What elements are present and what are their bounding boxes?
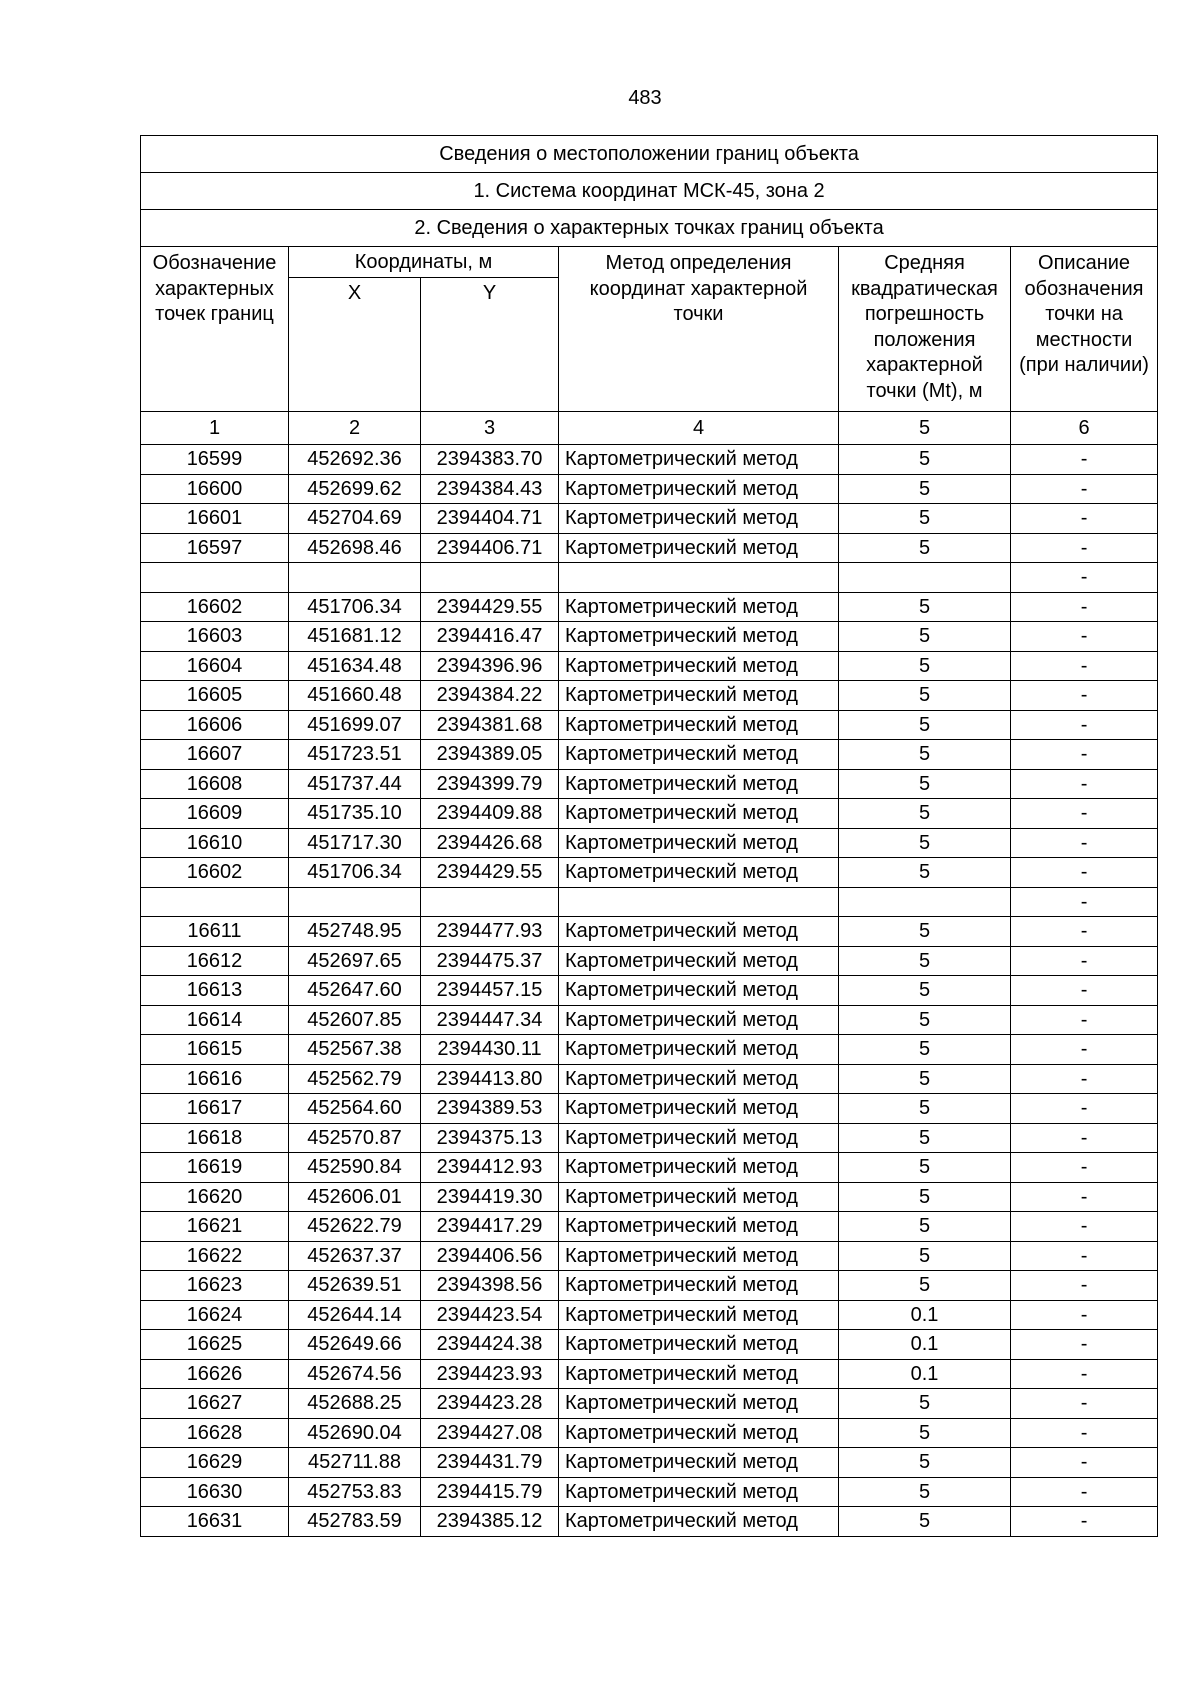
- header-method: Метод определения координат характерной точки: [559, 247, 839, 412]
- cell-y: 2394384.22: [421, 681, 559, 711]
- cell-method: Картометрический метод: [559, 769, 839, 799]
- header-x: X: [289, 278, 421, 412]
- cell-error: 5: [839, 740, 1011, 770]
- cell-x: 451706.34: [289, 592, 421, 622]
- cell-x: 452711.88: [289, 1448, 421, 1478]
- cell-description: -: [1011, 1094, 1158, 1124]
- cell-error: 5: [839, 1005, 1011, 1035]
- column-numbers-row: [141, 412, 1158, 445]
- cell-error: 5: [839, 976, 1011, 1006]
- cell-y: [421, 887, 559, 917]
- cell-description: -: [1011, 1448, 1158, 1478]
- cell-y: 2394412.93: [421, 1153, 559, 1183]
- cell-description: -: [1011, 474, 1158, 504]
- table-row: [141, 858, 1158, 888]
- cell-error: 5: [839, 917, 1011, 947]
- table-row: [141, 1359, 1158, 1389]
- cell-method: Картометрический метод: [559, 858, 839, 888]
- cell-x: 452690.04: [289, 1418, 421, 1448]
- table-row: [141, 710, 1158, 740]
- header-row: [141, 247, 1158, 278]
- cell-description: -: [1011, 445, 1158, 475]
- cell-method: Картометрический метод: [559, 1418, 839, 1448]
- table-row: [141, 681, 1158, 711]
- cell-x: 452562.79: [289, 1064, 421, 1094]
- cell-x: 451717.30: [289, 828, 421, 858]
- header-error: Средняя квадратическая погрешность положения характерной точки (Mt), м: [839, 247, 1011, 412]
- cell-method: Картометрический метод: [559, 1241, 839, 1271]
- cell-description: -: [1011, 1389, 1158, 1419]
- cell-method: Картометрический метод: [559, 740, 839, 770]
- cell-y: [421, 563, 559, 593]
- cell-description: -: [1011, 1153, 1158, 1183]
- cell-point-id: 16614: [141, 1005, 289, 1035]
- cell-method: Картометрический метод: [559, 1389, 839, 1419]
- table-row: [141, 1153, 1158, 1183]
- cell-x: 451699.07: [289, 710, 421, 740]
- cell-description: -: [1011, 1507, 1158, 1537]
- cell-error: 5: [839, 1182, 1011, 1212]
- cell-point-id: 16601: [141, 504, 289, 534]
- cell-point-id: [141, 887, 289, 917]
- cell-description: -: [1011, 769, 1158, 799]
- column-number: 2: [289, 412, 421, 445]
- cell-x: 452590.84: [289, 1153, 421, 1183]
- cell-error: 5: [839, 445, 1011, 475]
- table-row: [141, 1064, 1158, 1094]
- cell-method: Картометрический метод: [559, 445, 839, 475]
- cell-point-id: 16621: [141, 1212, 289, 1242]
- header-designation: Обозначение характерных точек границ: [141, 247, 289, 412]
- cell-error: 5: [839, 474, 1011, 504]
- cell-description: -: [1011, 651, 1158, 681]
- table-row: [141, 445, 1158, 475]
- cell-y: 2394406.56: [421, 1241, 559, 1271]
- cell-y: 2394423.54: [421, 1300, 559, 1330]
- cell-method: Картометрический метод: [559, 533, 839, 563]
- cell-y: 2394381.68: [421, 710, 559, 740]
- page-number: 483: [628, 87, 662, 109]
- column-number: 1: [141, 412, 289, 445]
- section-title: 2. Сведения о характерных точках границ объекта: [141, 210, 1158, 247]
- table-row: [141, 1182, 1158, 1212]
- column-number: 4: [559, 412, 839, 445]
- cell-method: Картометрический метод: [559, 799, 839, 829]
- cell-method: Картометрический метод: [559, 1271, 839, 1301]
- cell-method: Картометрический метод: [559, 1005, 839, 1035]
- cell-description: -: [1011, 858, 1158, 888]
- cell-error: 5: [839, 799, 1011, 829]
- cell-method: Картометрический метод: [559, 1448, 839, 1478]
- cell-method: Картометрический метод: [559, 474, 839, 504]
- cell-point-id: 16622: [141, 1241, 289, 1271]
- cell-method: Картометрический метод: [559, 828, 839, 858]
- cell-point-id: 16630: [141, 1477, 289, 1507]
- cell-point-id: 16620: [141, 1182, 289, 1212]
- cell-y: 2394417.29: [421, 1212, 559, 1242]
- cell-error: 5: [839, 1448, 1011, 1478]
- coordinate-system-row: [141, 173, 1158, 210]
- cell-x: 452783.59: [289, 1507, 421, 1537]
- cell-error: 5: [839, 769, 1011, 799]
- cell-point-id: 16627: [141, 1389, 289, 1419]
- cell-error: 5: [839, 1389, 1011, 1419]
- cell-x: 451737.44: [289, 769, 421, 799]
- cell-error: 5: [839, 651, 1011, 681]
- cell-point-id: [141, 563, 289, 593]
- cell-description: -: [1011, 740, 1158, 770]
- cell-method: Картометрический метод: [559, 1359, 839, 1389]
- cell-method: Картометрический метод: [559, 1212, 839, 1242]
- header-coordinates: Координаты, м: [289, 247, 559, 278]
- cell-point-id: 16626: [141, 1359, 289, 1389]
- cell-error: 5: [839, 828, 1011, 858]
- cell-y: 2394477.93: [421, 917, 559, 947]
- cell-method: [559, 887, 839, 917]
- cell-y: 2394389.53: [421, 1094, 559, 1124]
- cell-point-id: 16616: [141, 1064, 289, 1094]
- table-row: [141, 1005, 1158, 1035]
- cell-y: 2394404.71: [421, 504, 559, 534]
- cell-description: -: [1011, 976, 1158, 1006]
- cell-description: -: [1011, 1418, 1158, 1448]
- table-row: [141, 592, 1158, 622]
- table-row: [141, 1330, 1158, 1360]
- table-row: [141, 946, 1158, 976]
- cell-description: -: [1011, 799, 1158, 829]
- cell-error: 5: [839, 1064, 1011, 1094]
- cell-error: 5: [839, 1271, 1011, 1301]
- table-row: [141, 533, 1158, 563]
- cell-description: -: [1011, 1359, 1158, 1389]
- cell-x: 451660.48: [289, 681, 421, 711]
- cell-x: 452699.62: [289, 474, 421, 504]
- cell-point-id: 16603: [141, 622, 289, 652]
- cell-method: Картометрический метод: [559, 1035, 839, 1065]
- cell-x: 452564.60: [289, 1094, 421, 1124]
- cell-method: Картометрический метод: [559, 1094, 839, 1124]
- table-row: [141, 740, 1158, 770]
- cell-description: -: [1011, 828, 1158, 858]
- cell-y: 2394416.47: [421, 622, 559, 652]
- cell-y: 2394384.43: [421, 474, 559, 504]
- table-row: [141, 1094, 1158, 1124]
- cell-y: 2394375.13: [421, 1123, 559, 1153]
- cell-point-id: 16611: [141, 917, 289, 947]
- table-row: [141, 828, 1158, 858]
- cell-description: -: [1011, 887, 1158, 917]
- cell-y: 2394413.80: [421, 1064, 559, 1094]
- cell-y: 2394385.12: [421, 1507, 559, 1537]
- cell-x: 452649.66: [289, 1330, 421, 1360]
- cell-method: Картометрический метод: [559, 976, 839, 1006]
- cell-error: 5: [839, 1123, 1011, 1153]
- cell-x: 452748.95: [289, 917, 421, 947]
- cell-point-id: 16619: [141, 1153, 289, 1183]
- cell-description: -: [1011, 681, 1158, 711]
- cell-point-id: 16612: [141, 946, 289, 976]
- cell-x: 452704.69: [289, 504, 421, 534]
- cell-error: [839, 887, 1011, 917]
- cell-x: 451706.34: [289, 858, 421, 888]
- cell-point-id: 16597: [141, 533, 289, 563]
- cell-point-id: 16604: [141, 651, 289, 681]
- cell-description: -: [1011, 1035, 1158, 1065]
- cell-y: 2394423.28: [421, 1389, 559, 1419]
- cell-point-id: 16608: [141, 769, 289, 799]
- table-row: [141, 1448, 1158, 1478]
- cell-point-id: 16602: [141, 592, 289, 622]
- cell-x: 452622.79: [289, 1212, 421, 1242]
- cell-error: 5: [839, 1507, 1011, 1537]
- cell-point-id: 16610: [141, 828, 289, 858]
- cell-y: 2394415.79: [421, 1477, 559, 1507]
- table-row: [141, 917, 1158, 947]
- cell-point-id: 16599: [141, 445, 289, 475]
- cell-description: -: [1011, 1064, 1158, 1094]
- cell-x: 452639.51: [289, 1271, 421, 1301]
- cell-point-id: 16600: [141, 474, 289, 504]
- table-title-row: [141, 136, 1158, 173]
- cell-description: -: [1011, 1477, 1158, 1507]
- cell-method: Картометрический метод: [559, 1300, 839, 1330]
- table-row: [141, 1300, 1158, 1330]
- table-row: [141, 1241, 1158, 1271]
- table-row: [141, 474, 1158, 504]
- cell-error: 5: [839, 710, 1011, 740]
- cell-x: 452698.46: [289, 533, 421, 563]
- cell-point-id: 16631: [141, 1507, 289, 1537]
- cell-method: Картометрический метод: [559, 504, 839, 534]
- cell-method: Картометрический метод: [559, 710, 839, 740]
- cell-method: Картометрический метод: [559, 1507, 839, 1537]
- cell-description: -: [1011, 1005, 1158, 1035]
- cell-x: 451634.48: [289, 651, 421, 681]
- cell-description: -: [1011, 1241, 1158, 1271]
- table-row: [141, 504, 1158, 534]
- cell-description: -: [1011, 563, 1158, 593]
- cell-y: 2394409.88: [421, 799, 559, 829]
- table-title: Сведения о местоположении границ объекта: [141, 136, 1158, 173]
- table-row: [141, 769, 1158, 799]
- cell-point-id: 16613: [141, 976, 289, 1006]
- cell-y: 2394389.05: [421, 740, 559, 770]
- cell-error: 0.1: [839, 1359, 1011, 1389]
- cell-error: 5: [839, 858, 1011, 888]
- section-title-row: [141, 210, 1158, 247]
- cell-x: 452647.60: [289, 976, 421, 1006]
- cell-y: 2394427.08: [421, 1418, 559, 1448]
- cell-x: 452674.56: [289, 1359, 421, 1389]
- cell-y: 2394426.68: [421, 828, 559, 858]
- cell-y: 2394475.37: [421, 946, 559, 976]
- table-row: [141, 563, 1158, 593]
- header-y: Y: [421, 278, 559, 412]
- cell-point-id: 16607: [141, 740, 289, 770]
- cell-error: 5: [839, 622, 1011, 652]
- cell-y: 2394429.55: [421, 858, 559, 888]
- cell-error: 5: [839, 1035, 1011, 1065]
- table-row: [141, 1271, 1158, 1301]
- table-row: [141, 976, 1158, 1006]
- cell-point-id: 16625: [141, 1330, 289, 1360]
- cell-y: 2394457.15: [421, 976, 559, 1006]
- cell-description: -: [1011, 1271, 1158, 1301]
- cell-error: [839, 563, 1011, 593]
- cell-method: Картометрический метод: [559, 917, 839, 947]
- cell-error: 5: [839, 533, 1011, 563]
- table-row: [141, 622, 1158, 652]
- table-row: [141, 1212, 1158, 1242]
- cell-x: [289, 887, 421, 917]
- cell-y: 2394406.71: [421, 533, 559, 563]
- cell-point-id: 16623: [141, 1271, 289, 1301]
- cell-error: 5: [839, 946, 1011, 976]
- cell-x: 452637.37: [289, 1241, 421, 1271]
- cell-error: 0.1: [839, 1330, 1011, 1360]
- cell-method: Картометрический метод: [559, 681, 839, 711]
- cell-point-id: 16624: [141, 1300, 289, 1330]
- cell-point-id: 16618: [141, 1123, 289, 1153]
- coordinate-system: 1. Система координат МСК-45, зона 2: [141, 173, 1158, 210]
- cell-method: Картометрический метод: [559, 946, 839, 976]
- table-row: [141, 1123, 1158, 1153]
- cell-description: -: [1011, 1182, 1158, 1212]
- cell-method: [559, 563, 839, 593]
- cell-method: Картометрический метод: [559, 1182, 839, 1212]
- column-number: 5: [839, 412, 1011, 445]
- cell-error: 5: [839, 1153, 1011, 1183]
- cell-error: 5: [839, 1241, 1011, 1271]
- cell-point-id: 16605: [141, 681, 289, 711]
- table-row: [141, 799, 1158, 829]
- cell-error: 5: [839, 681, 1011, 711]
- table-row: [141, 1507, 1158, 1537]
- cell-error: 5: [839, 1094, 1011, 1124]
- cell-point-id: 16606: [141, 710, 289, 740]
- cell-x: 452567.38: [289, 1035, 421, 1065]
- cell-x: 451723.51: [289, 740, 421, 770]
- cell-x: 452697.65: [289, 946, 421, 976]
- cell-method: Картометрический метод: [559, 651, 839, 681]
- cell-y: 2394447.34: [421, 1005, 559, 1035]
- cell-description: -: [1011, 622, 1158, 652]
- cell-x: 452753.83: [289, 1477, 421, 1507]
- cell-y: 2394419.30: [421, 1182, 559, 1212]
- cell-point-id: 16628: [141, 1418, 289, 1448]
- cell-y: 2394431.79: [421, 1448, 559, 1478]
- cell-method: Картометрический метод: [559, 1153, 839, 1183]
- cell-point-id: 16602: [141, 858, 289, 888]
- cell-x: 451735.10: [289, 799, 421, 829]
- table-row: [141, 651, 1158, 681]
- cell-point-id: 16609: [141, 799, 289, 829]
- cell-x: 452607.85: [289, 1005, 421, 1035]
- cell-y: 2394383.70: [421, 445, 559, 475]
- cell-y: 2394430.11: [421, 1035, 559, 1065]
- cell-y: 2394429.55: [421, 592, 559, 622]
- cell-x: [289, 563, 421, 593]
- cell-x: 452606.01: [289, 1182, 421, 1212]
- cell-description: -: [1011, 1300, 1158, 1330]
- cell-error: 0.1: [839, 1300, 1011, 1330]
- cell-x: 452692.36: [289, 445, 421, 475]
- cell-description: -: [1011, 504, 1158, 534]
- cell-x: 452570.87: [289, 1123, 421, 1153]
- cell-x: 452644.14: [289, 1300, 421, 1330]
- table-row: [141, 887, 1158, 917]
- cell-method: Картометрический метод: [559, 592, 839, 622]
- table-row: [141, 1035, 1158, 1065]
- cell-description: -: [1011, 917, 1158, 947]
- cell-error: 5: [839, 1212, 1011, 1242]
- header-description: Описание обозначения точки на местности (при наличии): [1011, 247, 1158, 412]
- column-number: 3: [421, 412, 559, 445]
- cell-y: 2394423.93: [421, 1359, 559, 1389]
- cell-description: -: [1011, 946, 1158, 976]
- cell-error: 5: [839, 1477, 1011, 1507]
- table-row: [141, 1418, 1158, 1448]
- cell-method: Картометрический метод: [559, 1064, 839, 1094]
- cell-description: -: [1011, 1330, 1158, 1360]
- column-number: 6: [1011, 412, 1158, 445]
- cell-method: Картометрический метод: [559, 1123, 839, 1153]
- cell-description: -: [1011, 1123, 1158, 1153]
- cell-y: 2394396.96: [421, 651, 559, 681]
- cell-description: -: [1011, 710, 1158, 740]
- cell-x: 451681.12: [289, 622, 421, 652]
- cell-description: -: [1011, 592, 1158, 622]
- cell-method: Картометрический метод: [559, 1330, 839, 1360]
- cell-point-id: 16617: [141, 1094, 289, 1124]
- cell-error: 5: [839, 592, 1011, 622]
- cell-y: 2394399.79: [421, 769, 559, 799]
- cell-error: 5: [839, 1418, 1011, 1448]
- cell-y: 2394398.56: [421, 1271, 559, 1301]
- cell-x: 452688.25: [289, 1389, 421, 1419]
- boundary-points-table: [140, 135, 1158, 1537]
- cell-description: -: [1011, 533, 1158, 563]
- cell-method: Картометрический метод: [559, 622, 839, 652]
- cell-y: 2394424.38: [421, 1330, 559, 1360]
- cell-point-id: 16629: [141, 1448, 289, 1478]
- cell-description: -: [1011, 1212, 1158, 1242]
- cell-error: 5: [839, 504, 1011, 534]
- table-row: [141, 1389, 1158, 1419]
- table-row: [141, 1477, 1158, 1507]
- cell-point-id: 16615: [141, 1035, 289, 1065]
- cell-method: Картометрический метод: [559, 1477, 839, 1507]
